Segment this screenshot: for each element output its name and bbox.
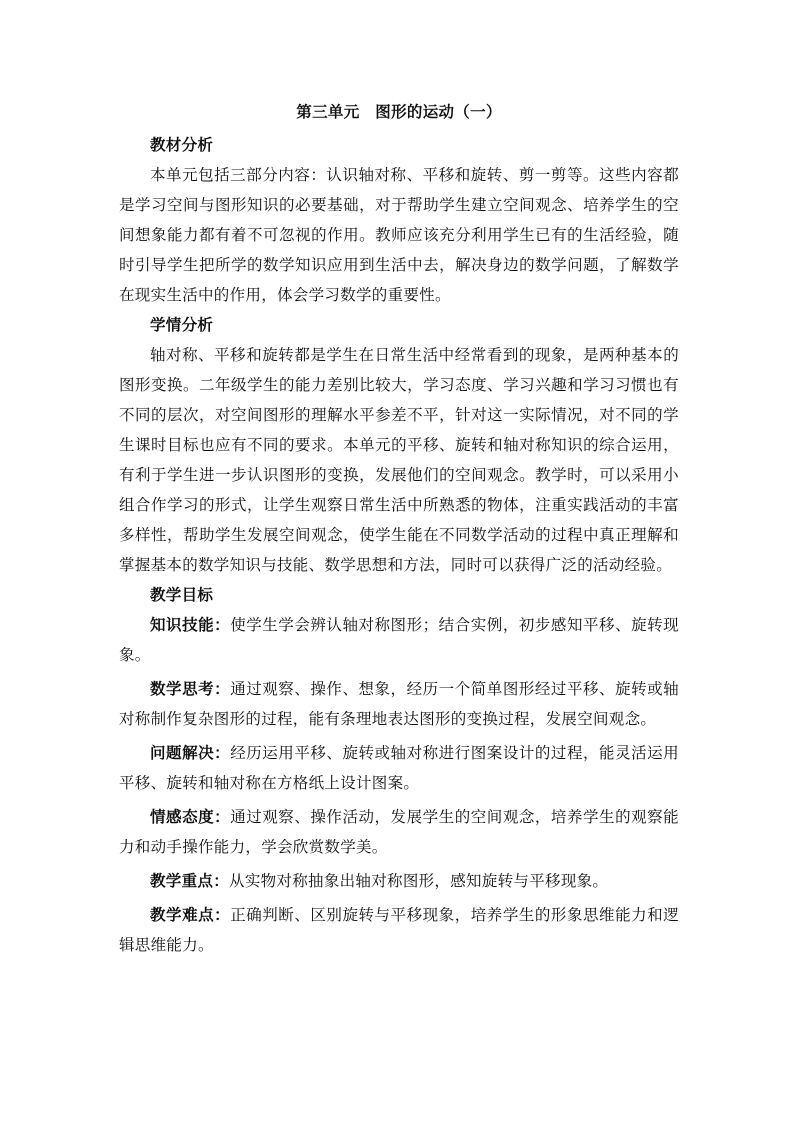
goal-knowledge-skills — [119, 610, 679, 670]
section-heading-student-analysis: 学情分析 — [150, 315, 214, 334]
goal-text: 正确判断、区别旋转与平移现象，培养学生的形象思维能力和逻辑思维能力。 — [119, 906, 679, 954]
goal-key-points — [119, 866, 679, 896]
document-title: 第三单元 图形的运动（一） — [296, 102, 502, 121]
section-heading-material-analysis: 教材分析 — [150, 135, 214, 154]
goal-label: 情感态度： — [150, 807, 231, 826]
goal-text: 通过观察、操作活动，发展学生的空间观念，培养学生的观察能力和动手操作能力，学会欣赏数学美。 — [119, 808, 679, 856]
goal-text: 从实物对称抽象出轴对称图形，感知旋转与平移现象。 — [229, 872, 609, 890]
goal-label: 教学重点： — [150, 871, 230, 890]
goal-text: 通过观察、操作、想象，经历一个简单图形经过平移、旋转或轴对称制作复杂图形的过程，能有条理地表达图形的变换过程，发展空间观念。 — [119, 680, 679, 728]
goal-problem-solving — [119, 738, 679, 798]
goal-emotional-attitude — [119, 802, 679, 862]
goal-math-thinking — [119, 674, 679, 734]
goal-difficult-points — [119, 900, 679, 960]
document-body — [119, 100, 679, 964]
goal-text: 经历运用平移、旋转或轴对称进行图案设计的过程，能灵活运用平移、旋转和轴对称在方格纸上设计图案。 — [119, 744, 679, 792]
material-analysis-paragraph: 本单元包括三部分内容：认识轴对称、平移和旋转、剪一剪等。这些内容都是学习空间与图形知识的必要基础，对于帮助学生建立空间观念、培养学生的空间想象能力都有着不可忽视的作用。教师应该充分利用学生已有的生活经验，随时引导学生把所学的数学知识应用到生活中去，解决身边的数学问题，了解数学在现实生活中的作用，体会学习数学的重要性。 — [119, 166, 679, 304]
student-analysis-paragraph: 轴对称、平移和旋转都是学生在日常生活中经常看到的现象，是两种基本的图形变换。二年级学生的能力差别比较大，学习态度、学习兴趣和学习习惯也有不同的层次，对空间图形的理解水平参差不平，针对这一实际情况，对不同的学生课时目标也应有不同的要求。本单元的平移、旋转和轴对称知识的综合运用，有利于学生进一步认识图形的变换，发展他们的空间观念。教学时，可以采用小组合作学习的形式，让学生观察日常生活中所熟悉的物体，注重实践活动的丰富多样性，帮助学生发展空间观念，使学生能在不同数学活动的过程中真正理解和掌握基本的数学知识与技能、数学思想和方法，同时可以获得广泛的活动经验。 — [119, 346, 679, 574]
goal-label: 知识技能： — [150, 615, 231, 634]
section-heading-teaching-goals: 教学目标 — [150, 585, 214, 604]
goal-label: 数学思考： — [150, 679, 231, 698]
goal-text: 使学生学会辨认轴对称图形；结合实例，初步感知平移、旋转现象。 — [119, 616, 679, 664]
goal-label: 问题解决： — [150, 743, 231, 762]
goal-label: 教学难点： — [150, 905, 231, 924]
